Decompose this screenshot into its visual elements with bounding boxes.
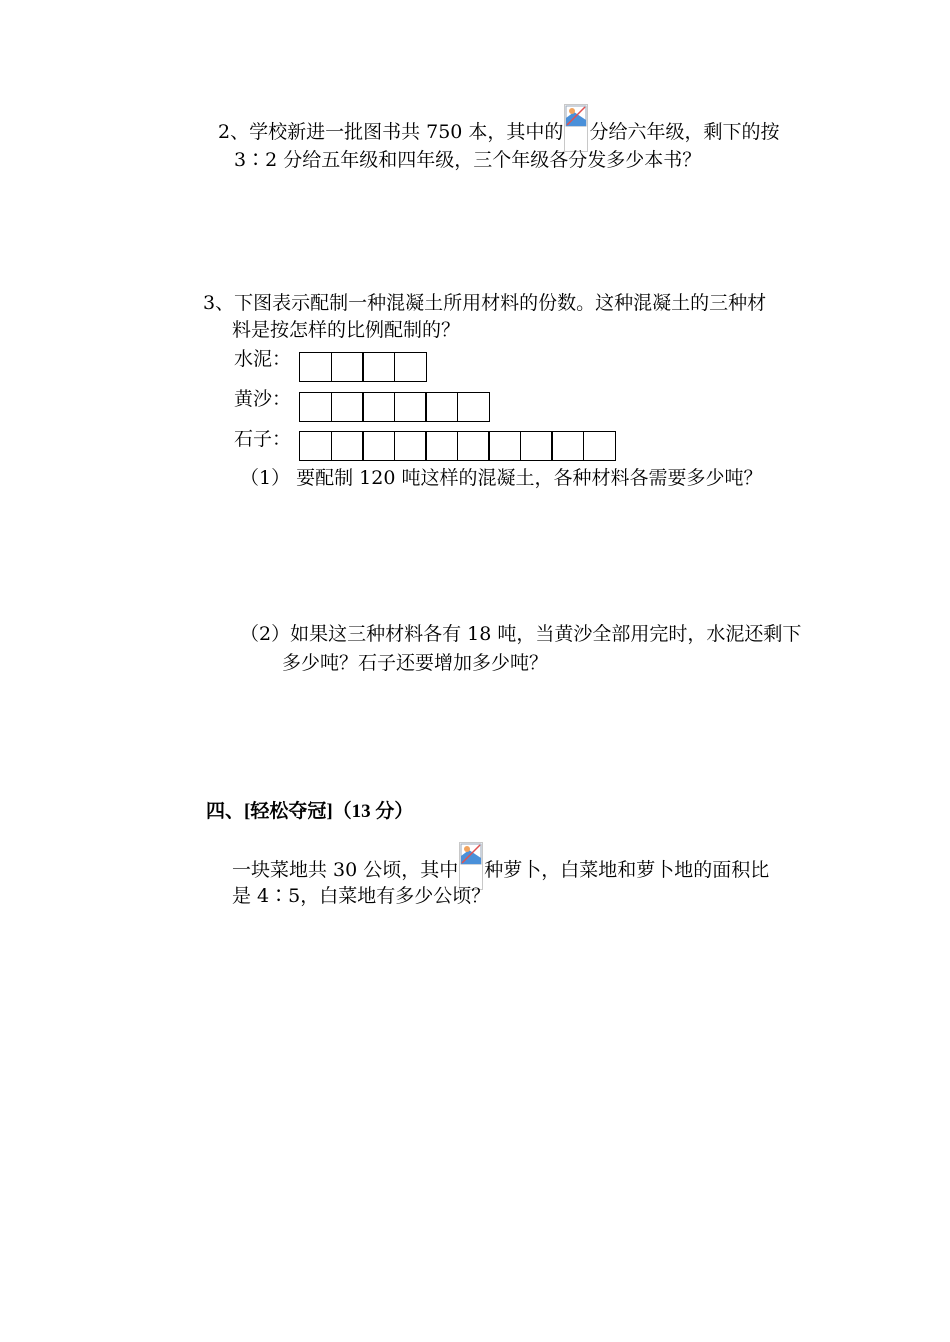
part-cell bbox=[331, 352, 364, 382]
q3-sub-2-line-2: 多少吨？石子还要增加多少吨？ bbox=[282, 652, 549, 674]
q2-text-a: 2、学校新进一批图书共 750 本，其中的 bbox=[218, 121, 564, 143]
material-label-stone: 石子： bbox=[234, 428, 292, 450]
broken-image-icon bbox=[459, 842, 483, 890]
broken-image-icon bbox=[564, 104, 588, 152]
part-cell bbox=[425, 392, 458, 422]
material-label-sand: 黄沙： bbox=[234, 388, 292, 410]
part-cell bbox=[425, 431, 458, 461]
part-cell bbox=[551, 431, 584, 461]
stone-bar bbox=[299, 431, 614, 461]
q3-line-1: 3、下图表示配制一种混凝土所用材料的份数。这种混凝土的三种材 bbox=[203, 292, 767, 314]
part-cell bbox=[362, 392, 395, 422]
section-4-text-a: 一块菜地共 30 公顷，其中 bbox=[232, 859, 459, 881]
part-cell bbox=[394, 352, 427, 382]
part-cell bbox=[362, 352, 395, 382]
part-cell bbox=[394, 431, 427, 461]
part-cell bbox=[299, 392, 332, 422]
section-4-line-2: 是 4∶5，白菜地有多少公顷？ bbox=[232, 885, 491, 907]
q3-sub-1: （1） 要配制 120 吨这样的混凝土，各种材料各需要多少吨？ bbox=[240, 467, 763, 489]
cement-bar bbox=[299, 352, 425, 382]
q3-sub-2-line-1: （2）如果这三种材料各有 18 吨，当黄沙全部用完时，水泥还剩下 bbox=[240, 623, 802, 645]
part-cell bbox=[520, 431, 553, 461]
part-cell bbox=[457, 431, 490, 461]
part-cell bbox=[299, 431, 332, 461]
material-label-cement: 水泥： bbox=[234, 348, 292, 370]
section-4-line-1 bbox=[232, 842, 769, 890]
q2-line-2: 3∶2 分给五年级和四年级，三个年级各分发多少本书？ bbox=[234, 149, 702, 171]
part-cell bbox=[362, 431, 395, 461]
part-cell bbox=[299, 352, 332, 382]
part-cell bbox=[331, 431, 364, 461]
q2-line-1 bbox=[218, 104, 779, 152]
sand-bar bbox=[299, 392, 488, 422]
q3-line-2: 料是按怎样的比例配制的？ bbox=[232, 319, 461, 341]
q2-text-b: 分给六年级，剩下的按 bbox=[589, 121, 780, 143]
part-cell bbox=[331, 392, 364, 422]
section-4-text-b: 种萝卜，白菜地和萝卜地的面积比 bbox=[484, 859, 770, 881]
part-cell bbox=[583, 431, 616, 461]
part-cell bbox=[457, 392, 490, 422]
section-4-heading: 四、[轻松夺冠]（13 分） bbox=[206, 801, 414, 822]
part-cell bbox=[394, 392, 427, 422]
part-cell bbox=[488, 431, 521, 461]
